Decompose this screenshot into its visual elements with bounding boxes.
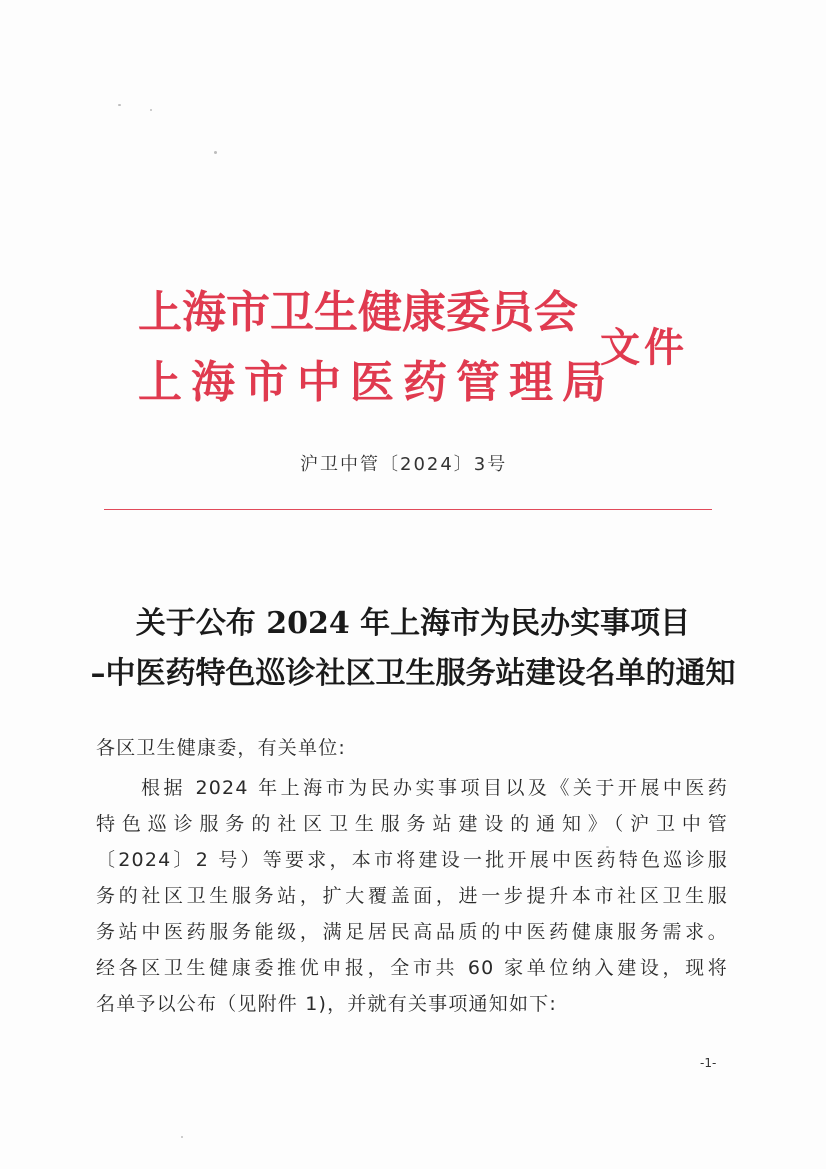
scan-speck: [118, 104, 121, 106]
addressee-line: 各区卫生健康委，有关单位:: [96, 737, 347, 759]
scan-speck: [606, 846, 609, 848]
document-number: 沪卫中管〔2024〕3号: [300, 454, 508, 475]
document-title-line-2: –中医药特色巡诊社区卫生服务站建设名单的通知: [90, 656, 736, 691]
paragraph-line: 经各区卫生健康委推优申报，全市共 60 家单位纳入建设，现将: [96, 957, 728, 979]
page-number: -1-: [700, 1056, 717, 1070]
issuer-name-health-commission: 上海市卫生健康委员会: [138, 287, 578, 338]
scan-speck: [214, 151, 217, 154]
issuer-name-tcm-bureau: 上海市中医药管理局: [138, 357, 615, 408]
scan-speck: [150, 109, 152, 111]
paragraph-line: 务站中医药服务能级，满足居民高品质的中医药健康服务需求。: [96, 921, 728, 943]
paragraph-line: 特色巡诊服务的社区卫生服务站建设的通知》（沪卫中管: [96, 813, 728, 835]
scan-speck: [181, 1136, 183, 1138]
paragraph-line: 名单予以公布（见附件 1)，并就有关事项通知如下:: [96, 993, 557, 1015]
paragraph-line: 根据 2024 年上海市为民办实事项目以及《关于开展中医药: [96, 777, 728, 799]
body-paragraph: [96, 773, 728, 1025]
document-title-line-1: 关于公布 2024 年上海市为民办实事项目: [135, 606, 691, 641]
issuer-header: [128, 272, 708, 412]
paragraph-line: 务的社区卫生服务站，扩大覆盖面，进一步提升本市社区卫生服: [96, 885, 728, 907]
document-kind-label: 文件: [600, 324, 688, 371]
paragraph-line: 〔2024〕2 号）等要求，本市将建设一批开展中医药特色巡诊服: [96, 849, 728, 871]
red-divider-line: [104, 509, 712, 510]
